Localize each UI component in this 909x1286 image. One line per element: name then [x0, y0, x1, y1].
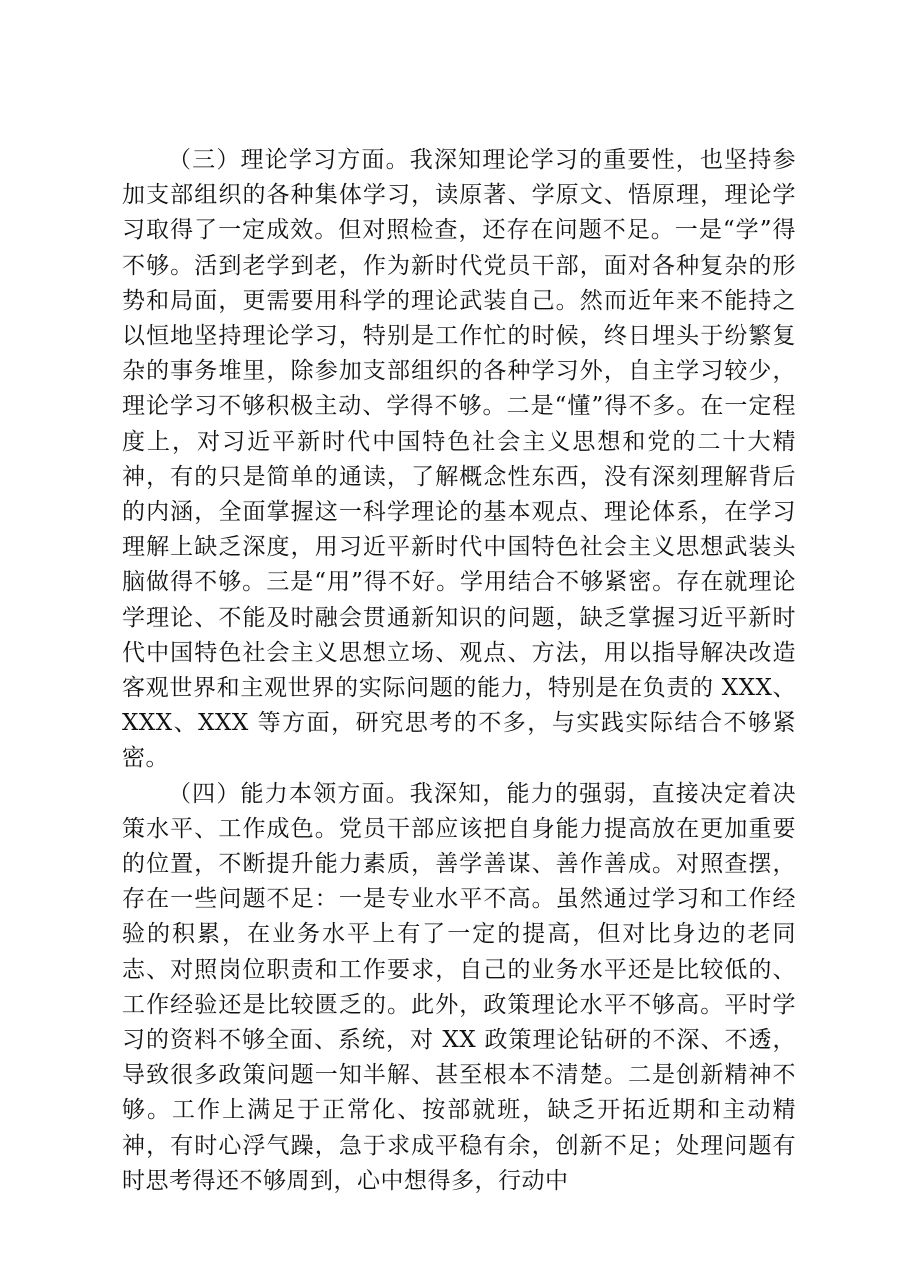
paragraph-ability-skills: （四）能力本领方面。我深知，能力的强弱，直接决定着决策水平、工作成色。党员干部应该把自身能力提高放在更加重要的位置，不断提升能力素质，善学善谋、善作善成。对照查摆，存在一些问题不足：一是专业水平不高。虽然通过学习和工作经验的积累，在业务水平上有了一定的提高，但对比身边的老同志、对照岗位职责和工作要求，自己的业务水平还是比较低的、工作经验还是比较匮乏的。此外，政策理论水平不够高。平时学习的资料不够全面、系统，对 XX 政策理论钻研的不深、不透，导致很多政策问题一知半解、甚至根本不清楚。二是创新精神不够。工作上满足于正常化、按部就班，缺乏开拓近期和主动精神，有时心浮气躁，急于求成平稳有余，创新不足；处理问题有时思考得还不够周到，心中想得多，行动中 [122, 780, 796, 1194]
paragraph-theory-study: （三）理论学习方面。我深知理论学习的重要性，也坚持参加支部组织的各种集体学习，读原著、学原文、悟原理，理论学习取得了一定成效。但对照检查，还存在问题不足。一是“学”得不够。活到老学到老，作为新时代党员干部，面对各种复杂的形势和局面，更需要用科学的理论武装自己。然而近年来不能持之以恒地坚持理论学习，特别是工作忙的时候，终日埋头于纷繁复杂的事务堆里，除参加支部组织的各种学习外，自主学习较少，理论学习不够积极主动、学得不够。二是“懂”得不多。在一定程度上，对习近平新时代中国特色社会主义思想和党的二十大精神，有的只是简单的通读，了解概念性东西，没有深刻理解背后的内涵，全面掌握这一科学理论的基本观点、理论体系，在学习理解上缺乏深度，用习近平新时代中国特色社会主义思想武装头脑做得不够。三是“用”得不好。学用结合不够紧密。存在就理论学理论、不能及时融会贯通新知识的问题，缺乏掌握习近平新时代中国特色社会主义思想立场、观点、方法，用以指导解决改造客观世界和主观世界的实际问题的能力，特别是在负责的 XXX、XXX、XXX 等方面，研究思考的不多，与实践实际结合不够紧密。 [122, 147, 796, 772]
document-body [122, 143, 796, 1199]
